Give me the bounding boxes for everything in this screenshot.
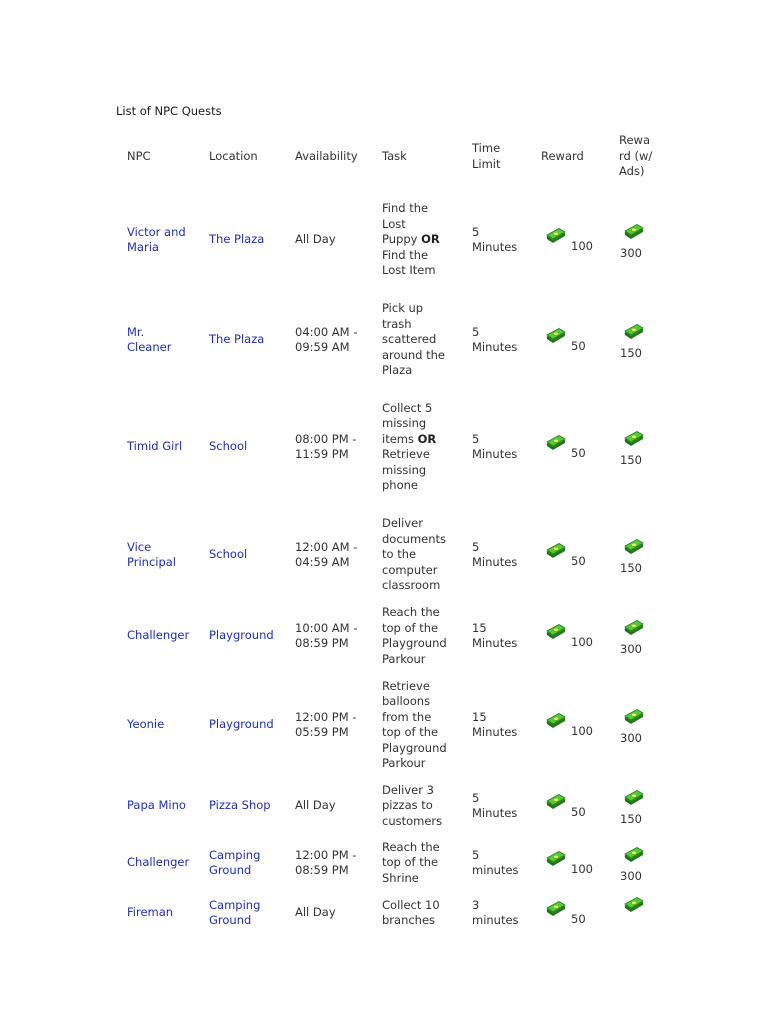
header-npc: NPC — [127, 149, 151, 163]
reward-ads-amount: 300 — [620, 869, 642, 883]
reward-amount: 50 — [571, 805, 586, 819]
npc-name[interactable]: Mr. Cleaner — [127, 324, 172, 354]
availability-text: 08:00 PM - 11:59 PM — [295, 431, 357, 461]
task-text: Retrieve balloons from the top of the Playground Parkour — [382, 678, 447, 770]
cash-stack-icon — [546, 328, 566, 344]
cash-stack-icon — [546, 543, 566, 559]
availability-text: 12:00 PM - 05:59 PM — [295, 709, 357, 739]
availability-text: 04:00 AM - 09:59 AM — [295, 324, 358, 354]
time-limit-text: 15 Minutes — [472, 709, 518, 739]
time-limit-text: 3 minutes — [472, 897, 519, 927]
location-link[interactable]: Camping Ground — [209, 897, 261, 927]
task-text: Pick up trash scattered around the Plaza — [382, 301, 445, 378]
location-link[interactable]: Camping Ground — [209, 847, 261, 877]
cash-stack-icon — [624, 620, 644, 636]
location-link[interactable]: Playground — [209, 628, 274, 643]
reward-amount: 100 — [571, 724, 593, 738]
npc-name[interactable]: Timid Girl — [127, 439, 183, 454]
time-limit-text: 15 Minutes — [472, 620, 518, 650]
cash-stack-icon — [624, 224, 644, 240]
reward-amount: 50 — [571, 912, 586, 926]
task-or-keyword: OR — [417, 431, 437, 446]
reward-amount: 100 — [571, 635, 593, 649]
task-text: Reach the top of the Shrine — [382, 839, 440, 885]
availability-text: All Day — [295, 232, 336, 247]
reward-amount: 50 — [571, 554, 586, 568]
cash-stack-icon — [624, 324, 644, 340]
cash-stack-icon — [546, 901, 566, 917]
reward-ads-amount: 150 — [620, 561, 642, 575]
npc-name[interactable]: Papa Mino — [127, 798, 186, 813]
cash-stack-icon — [546, 794, 566, 810]
header-reward: Reward — [541, 149, 584, 163]
time-limit-text: 5 Minutes — [472, 224, 518, 254]
npc-name[interactable]: Fireman — [127, 905, 174, 920]
task-text: Reach the top of the Playground Parkour — [382, 605, 447, 666]
location-link[interactable]: Pizza Shop — [209, 798, 271, 813]
reward-ads-amount: 150 — [620, 346, 642, 360]
cash-stack-icon — [546, 851, 566, 867]
cash-stack-icon — [546, 713, 566, 729]
cash-stack-icon — [624, 790, 644, 806]
reward-ads-amount: 300 — [620, 246, 642, 260]
task-text: Deliver documents to the computer classroom — [382, 516, 447, 593]
time-limit-text: 5 Minutes — [472, 790, 518, 820]
reward-amount: 50 — [571, 446, 586, 460]
reward-ads-amount: 300 — [620, 642, 642, 656]
location-link[interactable]: Playground — [209, 717, 274, 732]
time-limit-text: 5 Minutes — [472, 431, 518, 461]
header-reward-ads: Rewa rd (w/ Ads) — [619, 133, 653, 178]
npc-name[interactable]: Challenger — [127, 628, 190, 643]
cash-stack-icon — [624, 431, 644, 447]
reward-amount: 100 — [571, 862, 593, 876]
npc-name[interactable]: Challenger — [127, 855, 190, 870]
cash-stack-icon — [624, 709, 644, 725]
npc-name[interactable]: Victor and Maria — [127, 224, 186, 254]
task-text: Find the Lost Puppy OR Find the Lost Item — [382, 201, 440, 278]
header-task: Task — [382, 149, 407, 163]
reward-ads-amount: 300 — [620, 731, 642, 745]
location-link[interactable]: The Plaza — [209, 332, 265, 347]
task-text: Collect 10 branches — [382, 897, 440, 927]
reward-ads-amount: 150 — [620, 453, 642, 467]
location-link[interactable]: School — [209, 439, 248, 454]
reward-amount: 50 — [571, 339, 586, 353]
task-or-keyword: OR — [421, 232, 440, 247]
location-link[interactable]: The Plaza — [209, 232, 265, 247]
time-limit-text: 5 Minutes — [472, 539, 518, 569]
cash-stack-icon — [624, 539, 644, 555]
cash-stack-icon — [624, 897, 644, 913]
header-availability: Availability — [295, 149, 358, 163]
time-limit-text: 5 minutes — [472, 847, 519, 877]
cash-stack-icon — [546, 624, 566, 640]
time-limit-text: 5 Minutes — [472, 324, 518, 354]
availability-text: 12:00 AM - 04:59 AM — [295, 539, 358, 569]
npc-name[interactable]: Yeonie — [127, 717, 165, 732]
availability-text: All Day — [295, 798, 336, 813]
task-text: Deliver 3 pizzas to customers — [382, 782, 443, 828]
header-location: Location — [209, 149, 258, 163]
reward-ads-amount: 150 — [620, 812, 642, 826]
task-text: Collect 5 missing items OR Retrieve missing phone — [382, 400, 437, 492]
npc-name[interactable]: Vice Principal — [127, 539, 177, 569]
cash-stack-icon — [546, 435, 566, 451]
location-link[interactable]: School — [209, 547, 248, 562]
availability-text: 12:00 PM - 08:59 PM — [295, 847, 357, 877]
header-time-limit: Time Limit — [472, 141, 501, 171]
cash-stack-icon — [546, 228, 566, 244]
availability-text: 10:00 AM - 08:59 PM — [295, 620, 358, 650]
page-title: List of NPC Quests — [116, 104, 222, 118]
availability-text: All Day — [295, 905, 336, 920]
cash-stack-icon — [624, 847, 644, 863]
reward-amount: 100 — [571, 239, 593, 253]
